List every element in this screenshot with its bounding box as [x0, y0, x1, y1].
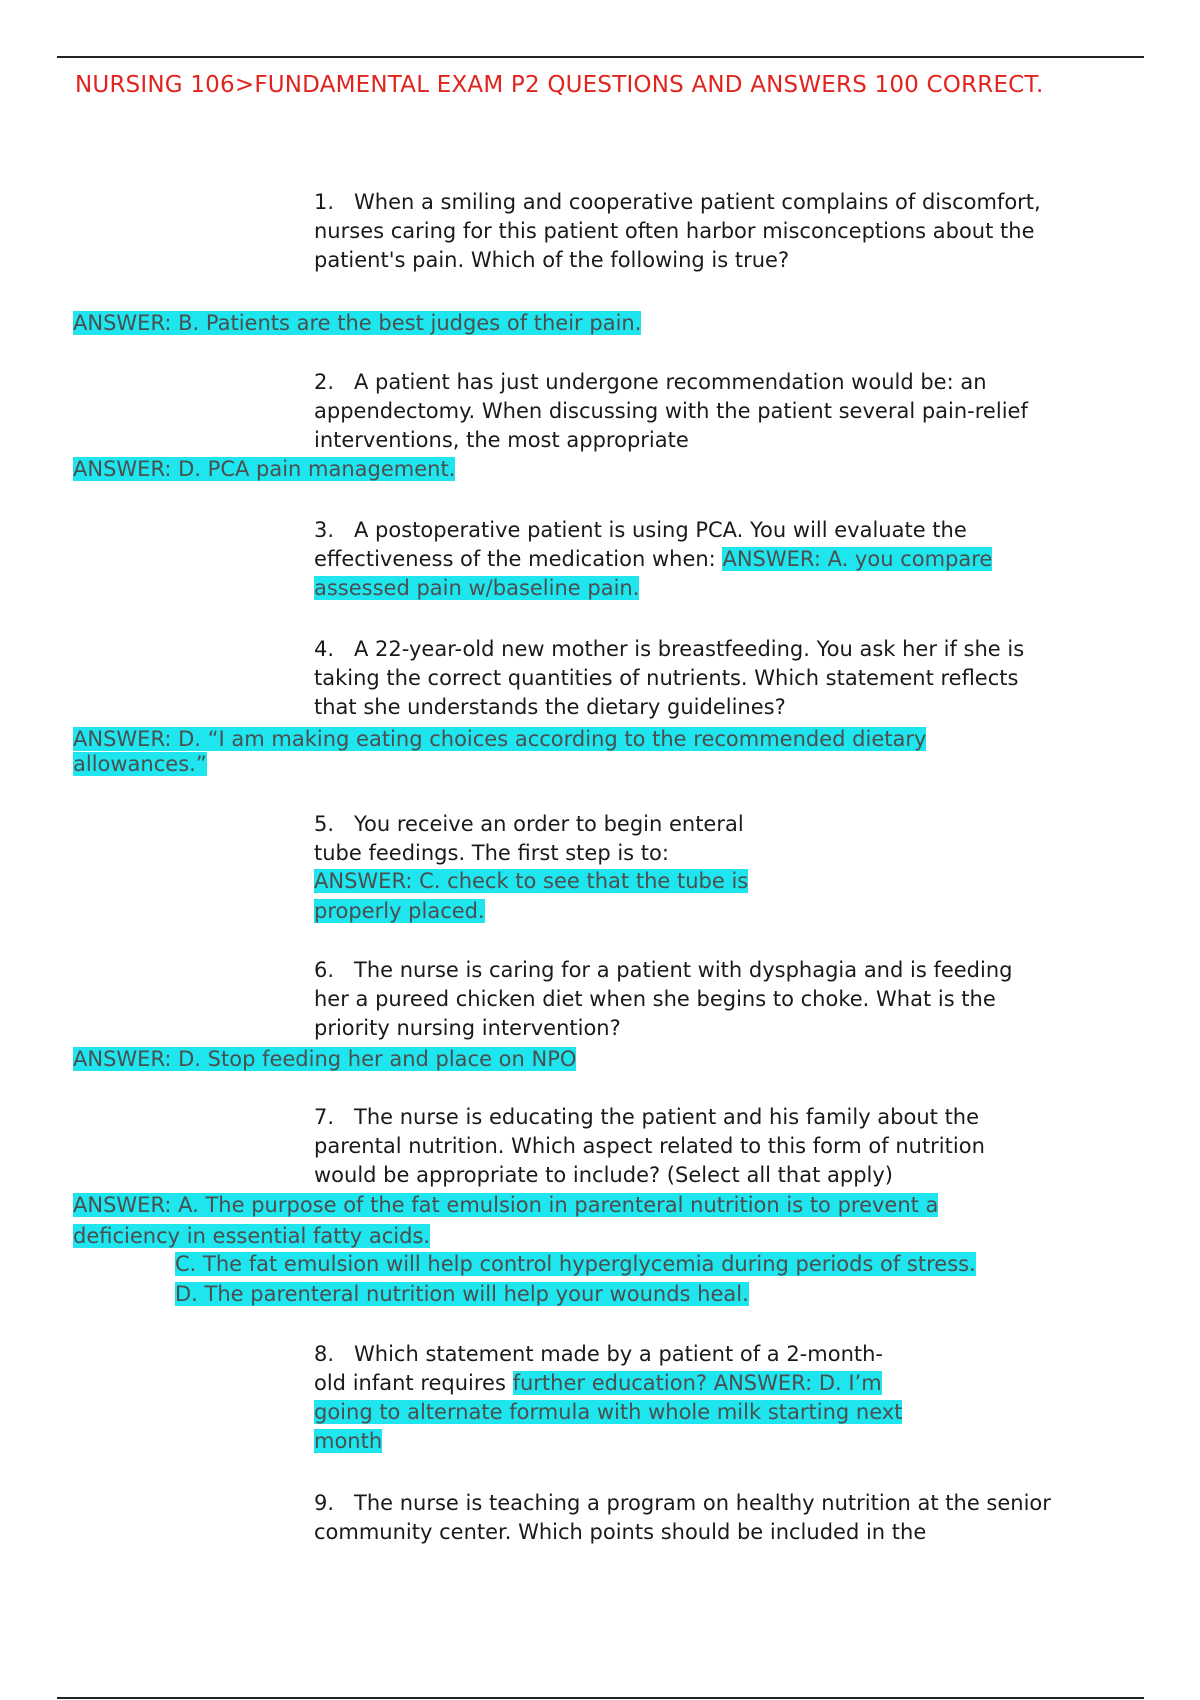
answer-7-cont [73, 1223, 430, 1249]
answer-text: allowances.” [73, 752, 207, 776]
answer-text: ANSWER: A. you compare assessed pain w/baseline pain. [314, 547, 993, 600]
question-7 [314, 1103, 1054, 1190]
question-text: The nurse is caring for a patient with dysphagia and is feeding her a pureed chicken diet when she begins to choke. What is the priority nursing intervention? [314, 958, 1013, 1040]
question-2 [314, 368, 1054, 455]
question-3 [314, 516, 1054, 603]
answer-text: ANSWER: C. check to see that the tube is [314, 869, 749, 893]
answer-text: ANSWER: B. Patients are the best judges of their pain. [73, 311, 642, 335]
bottom-rule [57, 1697, 1144, 1699]
answer-text: ANSWER: D. PCA pain management. [73, 457, 456, 481]
answer-text: D. The parenteral nutrition will help your wounds heal. [175, 1282, 749, 1306]
answer-4-cont [73, 751, 207, 777]
question-number: 9. [314, 1491, 335, 1515]
answer-text: further education? ANSWER: D. I’m [512, 1371, 882, 1395]
question-1 [314, 188, 1054, 275]
question-number: 3. [314, 518, 335, 542]
answer-7 [73, 1192, 938, 1218]
answer-5-cont [314, 898, 485, 924]
question-8 [314, 1340, 1054, 1456]
question-number: 1. [314, 190, 335, 214]
question-text: The nurse is educating the patient and his family about the parental nutrition. Which aspect related to this form of nutrition would be appropriate to include? (Select all that apply) [314, 1105, 985, 1187]
question-number: 8. [314, 1342, 335, 1366]
question-number: 6. [314, 958, 335, 982]
question-4 [314, 635, 1054, 722]
question-5 [314, 810, 794, 868]
answer-text: ANSWER: D. Stop feeding her and place on NPO [73, 1047, 577, 1071]
answer-text: going to alternate formula with whole milk starting next [314, 1400, 903, 1424]
answer-text: month [314, 1429, 383, 1453]
question-text: The nurse is teaching a program on healthy nutrition at the senior community center. Which points should be included in the [314, 1491, 1051, 1544]
answer-6 [73, 1046, 576, 1072]
answer-2 [73, 456, 455, 482]
answer-text: deficiency in essential fatty acids. [73, 1224, 431, 1248]
answer-1 [73, 310, 641, 336]
question-number: 2. [314, 370, 335, 394]
question-text: A 22-year-old new mother is breastfeeding. You ask her if she is taking the correct quantities of nutrients. Which statement reflects that she understands the dietary guidelines? [314, 637, 1025, 719]
answer-text: ANSWER: A. The purpose of the fat emulsion in parenteral nutrition is to prevent a [73, 1193, 939, 1217]
answer-text: C. The fat emulsion will help control hyperglycemia during periods of stress. [175, 1252, 976, 1276]
question-text: You receive an order to begin enteral tube feedings. The first step is to: [314, 812, 744, 865]
answer-5 [314, 868, 748, 894]
question-text: A patient has just undergone recommendation would be: an appendectomy. When discussing with the patient several pain-relief interventions, the most appropriate [314, 370, 1028, 452]
answer-7-option-c [175, 1251, 976, 1277]
answer-text: properly placed. [314, 899, 485, 923]
question-text: Which statement made by a patient of a 2-month- [354, 1342, 883, 1366]
answer-4 [73, 726, 926, 752]
question-number: 7. [314, 1105, 335, 1129]
question-text: A postoperative patient is using PCA. You will evaluate the effectiveness of the medication when: [314, 518, 967, 571]
question-text: When a smiling and cooperative patient complains of discomfort, nurses caring for this patient often harbor misconceptions about the patient's pain. Which of the following is true? [314, 190, 1041, 272]
answer-7-option-d [175, 1281, 749, 1307]
question-9 [314, 1489, 1054, 1547]
question-number: 4. [314, 637, 335, 661]
page-title: NURSING 106>FUNDAMENTAL EXAM P2 QUESTIONS AND ANSWERS 100 CORRECT. [75, 72, 1044, 98]
question-number: 5. [314, 812, 335, 836]
question-text: old infant requires [314, 1371, 513, 1395]
top-rule [57, 56, 1144, 58]
answer-text: ANSWER: D. “I am making eating choices according to the recommended dietary [73, 727, 927, 751]
question-6 [314, 956, 1054, 1043]
